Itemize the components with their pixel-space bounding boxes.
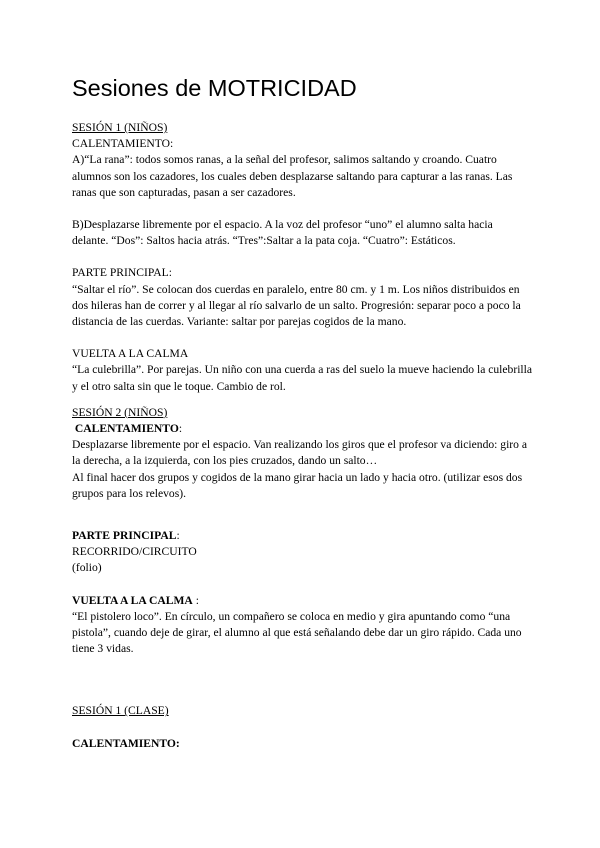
session-1-warmup-b: B)Desplazarse libremente por el espacio. A la voz del profesor “uno” el alumno salta hacia delante. “Dos”: Saltos hacia atrás. “Tres”:Saltar a la pata coja. “Cuatro”: Estáticos. (72, 218, 493, 248)
session-2-cooldown-label: VUELTA A LA CALMA (72, 593, 193, 607)
session-2-heading: SESIÓN 2 (NIÑOS) (72, 405, 168, 419)
session-1-cooldown-text: “La culebrilla”. Por parejas. Un niño con una cuerda a ras del suelo la mueve haciendo la culebrilla y el otro salta sin que le toque. Cambio de rol. (72, 363, 533, 393)
session-2-main-colon: : (176, 529, 180, 543)
session-3-heading: SESIÓN 1 (CLASE) (72, 704, 169, 718)
session-2-main-label: PARTE PRINCIPAL (72, 529, 177, 543)
session-1-main-text: “Saltar el río”. Se colocan dos cuerdas en paralelo, entre 80 cm. y 1 m. Los niños distribuidos en dos hileras han de correr y al llegar al río salvarlo de un salto. Progresión: separar poco a poco la distancia de las cuerdas. Variante: saltar por parejas cogidos de la mano. (72, 282, 521, 329)
session-1-cooldown-label: VUELTA A LA CALMA (72, 347, 189, 361)
session-2-warmup-line (72, 421, 532, 437)
session-2-warmup-colon: : (178, 422, 183, 436)
session-2-warmup-text-1: Desplazarse libremente por el espacio. Van realizando los giros que el profesor va diciendo: giro a la derecha, a la izquierda, con los pies cruzados, dando un salto… (72, 438, 527, 468)
document-body (72, 120, 532, 752)
session-2-cooldown-text: “El pistolero loco”. En círculo, un compañero se coloca en medio y gira apuntando como “una pistola”, cuando deje de girar, el alumno al que está señalando debe dar un giro rápido. Cada uno tiene 3 vidas. (72, 609, 522, 656)
session-2-warmup-text-2: Al final hacer dos grupos y cogidos de la mano girar hacia un lado y hacia otro. (utilizar esos dos grupos para los relevos). (72, 470, 523, 500)
session-2-main-line (72, 528, 532, 544)
session-2-folio: (folio) (72, 561, 102, 575)
session-1-warmup-label: CALENTAMIENTO: (72, 137, 174, 151)
session-3-warmup-label: CALENTAMIENTO: (72, 736, 180, 750)
session-2-circuit: RECORRIDO/CIRCUITO (72, 545, 197, 559)
session-1-warmup-a: A)“La rana”: todos somos ranas, a la señal del profesor, salimos saltando y croando. Cuatro alumnos son los cazadores, los cuales deben desplazarse saltando para capturar a las ranas. Las ranas que son capturadas, pasan a ser cazadores. (72, 153, 513, 199)
session-1-main-label: PARTE PRINCIPAL: (72, 266, 172, 280)
session-1-heading: SESIÓN 1 (NIÑOS) (72, 121, 168, 134)
session-2-warmup-label: CALENTAMIENTO (74, 422, 179, 436)
document-title: Sesiones de MOTRICIDAD (72, 75, 357, 101)
session-2-cooldown-line (72, 593, 532, 609)
session-2-cooldown-colon: : (192, 593, 199, 607)
